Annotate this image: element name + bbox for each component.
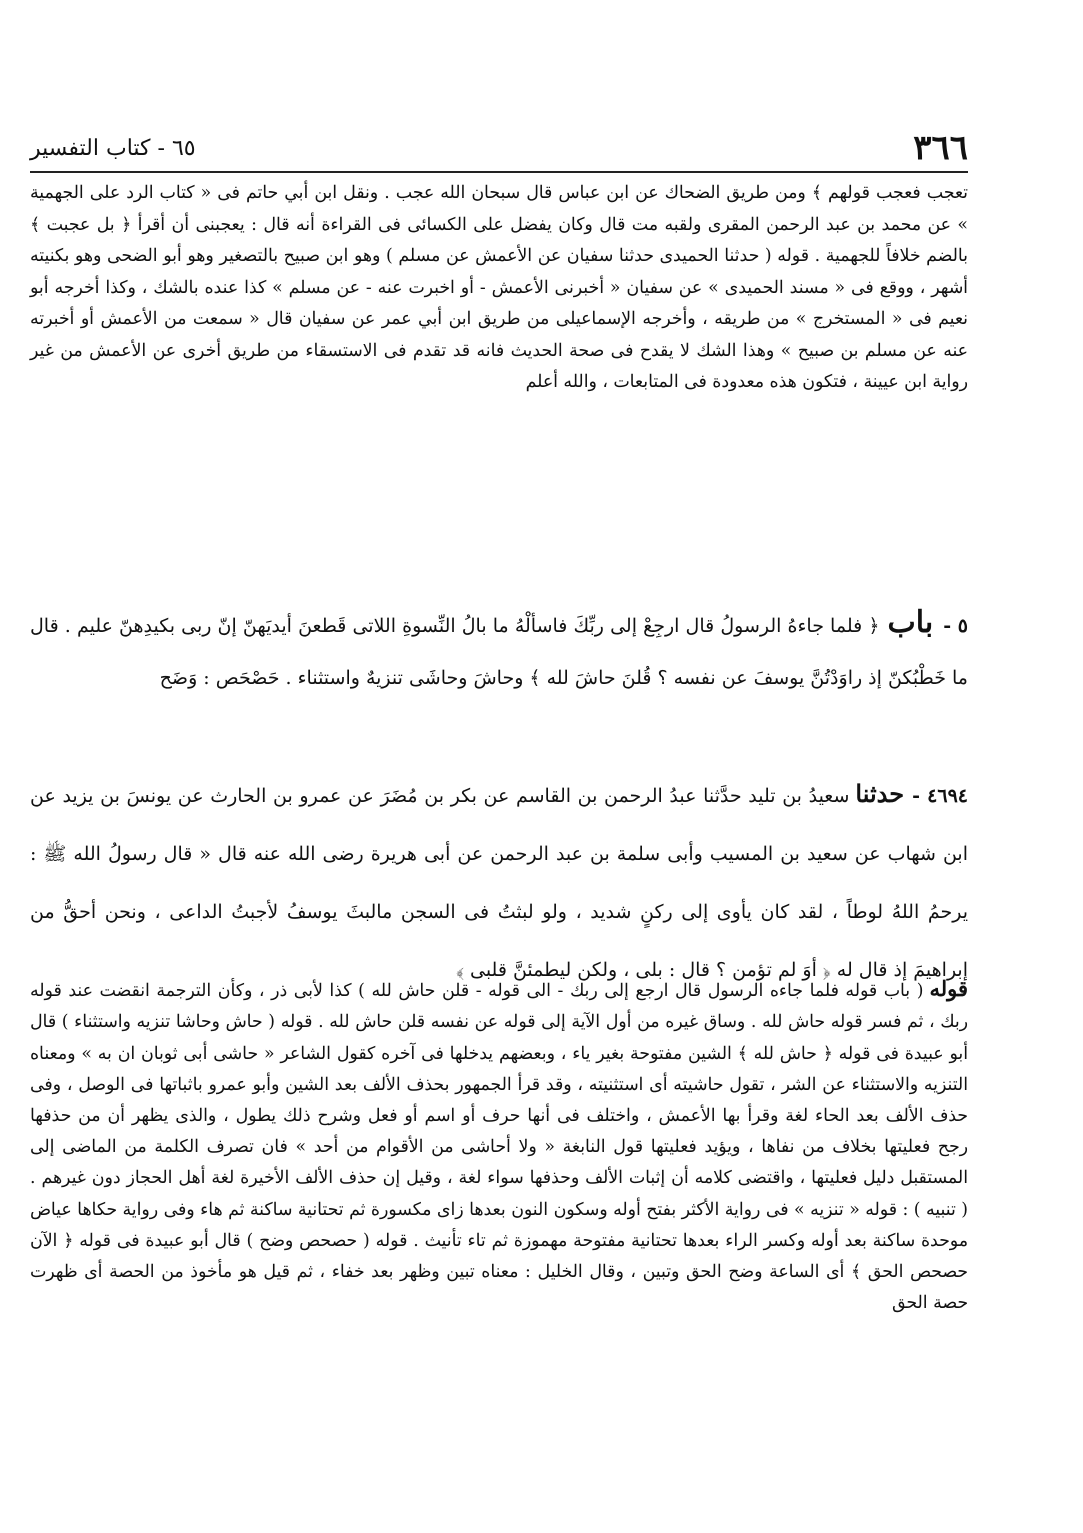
bab-text: ﴿ فلما جاءهُ الرسولُ قال ارجِعْ إلى ربِّكَ فاسألْهُ ما بالُ النِّسوةِ اللاتى قَطعنَ أيديَهنّ إنّ ربى بكيدِهنّ عليم . قال ما خَطْبُكنّ إذ راوَدْتُنَّ يوسفَ عن نفسه ؟ قُلنَ حاشَ لله ﴾ وحاشَ وحاشَى تنزيهٌ واستثناء . حَصْحَص : وَضَح bbox=[30, 615, 968, 689]
chapter-title: ٦٥ - كتاب التفسير bbox=[30, 135, 196, 161]
commentary-bottom bbox=[30, 942, 968, 1319]
bab-number: ٥ - bbox=[943, 615, 968, 637]
bab-heading bbox=[30, 545, 968, 704]
header-divider bbox=[30, 171, 968, 173]
commentary-text: ( باب قوله فلما جاءه الرسول قال ارجع إلى ربك - الى قوله - قلن حاش لله ) كذا لأبى ذر ، وكأن الترجمة انقضت عند قوله ربك ، ثم فسر قوله حاش لله . وساق غيره من أول الآية إلى قوله عن نفسه قلن حاش لله . قوله ( حاش وحاشا تنزيه واستثناء ) قال أبو عبيدة فى قوله ﴿ حاش لله ﴾ الشين مفتوحة بغير ياء ، وبعضهم يدخلها فى آخره كقول الشاعر « حاشى أبى ثوبان ان به » ومعناه التنزيه والاستثناء عن الشر ، تقول حاشيته أى استثنيته ، وقد قرأ الجمهور بحذف الألف بعد الشين وأبو عمرو باثباتها فى الوصل ، وفى حذف الألف بعد الحاء لغة وقرأ بها الأعمش ، واختلف فى أنها حرف أو اسم أو فعل وشرح ذلك يطول ، والذى يظهر أن من حذفها رجح فعليتها بخلاف من نفاها ، ويؤيد فعليتها قول النابغة « ولا أحاشى من الأقوام من أحد » فان تصرف الكلمة من الماضى إلى المستقبل دليل فعليتها ، واقتضى كلامه أن إثبات الألف وحذفها سواء لغة ، وقيل إن حذف الألف الأخيرة لغة أهل الحجاز دون غيرهم . ( تنبيه ) : قوله « تنزيه » فى رواية الأكثر بفتح أوله وسكون النون بعدها زاى مكسورة ثم تحتانية ساكنة ثم هاء وفى رواية حكاها عياض موحدة ساكنة بعد أوله وكسر الراء بعدها تحتانية مفتوحة مهموزة ثم تاء تأنيث . قوله ( حصحص وضح ) قال أبو عبيدة فى قوله ﴿ الآن حصحص الحق ﴾ أى الساعة وضح الحق وتبين ، وقال الخليل : معناه تبين وظهر بعد خفاء ، ثم قيل هو مأخوذ من الحصة أى ظهرت حصة الحق bbox=[30, 981, 968, 1314]
bab-keyword: باب bbox=[887, 605, 934, 640]
page-number: ٣٦٦ bbox=[913, 128, 968, 168]
hadith-keyword: حدثنا bbox=[855, 779, 905, 808]
hadith-text: سعيدُ بن تليد حدَّثنا عبدُ الرحمن بن القاسم عن بكر بن مُضَرَ عن عمرو بن الحارث عن يونسَ بن يزيد عن ابن شهاب عن سعيد بن المسيب وأبى سلمة بن عبد الرحمن عن أبى هريرة رضى الله عنه قال « قال رسولُ الله ﷺ : يرحمُ اللهُ لوطاً ، لقد كان يأوى إلى ركنٍ شديد ، ولو لبثتُ فى السجن مالبثَ يوسفُ لأجبتُ الداعى ، ونحن أحقُّ من إبراهيمَ إذ قال له ﴿ أوَ لم تؤمن ؟ قال : بلى ، ولكن ليطمئنَّ قلبى ﴾ bbox=[30, 785, 968, 981]
commentary-keyword: قوله bbox=[929, 976, 968, 1002]
page-header bbox=[30, 128, 968, 168]
commentary-top: تعجب فعجب قولهم ﴾ ومن طريق الضحاك عن ابن عباس قال سبحان الله عجب . ونقل ابن أبي حاتم فى « كتاب الرد على الجهمية » عن محمد بن عبد الرحمن المقرى ولقبه مت قال وكان يفضل على الكسائى فى القراءة أنه قال : يعجبنى أن أقرأ ﴿ بل عجبت ﴾ بالضم خلافاً للجهمية . قوله ( حدثنا الحميدى حدثنا سفيان عن الأعمش عن مسلم ) وهو ابن صبيح بالتصغير وهو أبو الضحى وهو بكنيته أشهر ، ووقع فى « مسند الحميدى » عن سفيان « أخبرنى الأعمش - أو اخبرت عنه - عن مسلم » كذا عنده بالشك ، وكذا أخرجه أبو نعيم فى « المستخرج » من طريقه ، وأخرجه الإسماعيلى من طريق ابن أبي عمر عن سفيان قال « سمعت من الأعمش أو أخبرته عنه عن مسلم بن صبيح » وهذا الشك لا يقدح فى صحة الحديث فانه قد تقدم فى الاستسقاء من طريق أخرى عن الأعمش من غير رواية ابن عيينة ، فتكون هذه معدودة فى المتابعات ، والله أعلم bbox=[30, 183, 968, 392]
hadith-number: ٤٦٩٤ - bbox=[912, 785, 968, 807]
